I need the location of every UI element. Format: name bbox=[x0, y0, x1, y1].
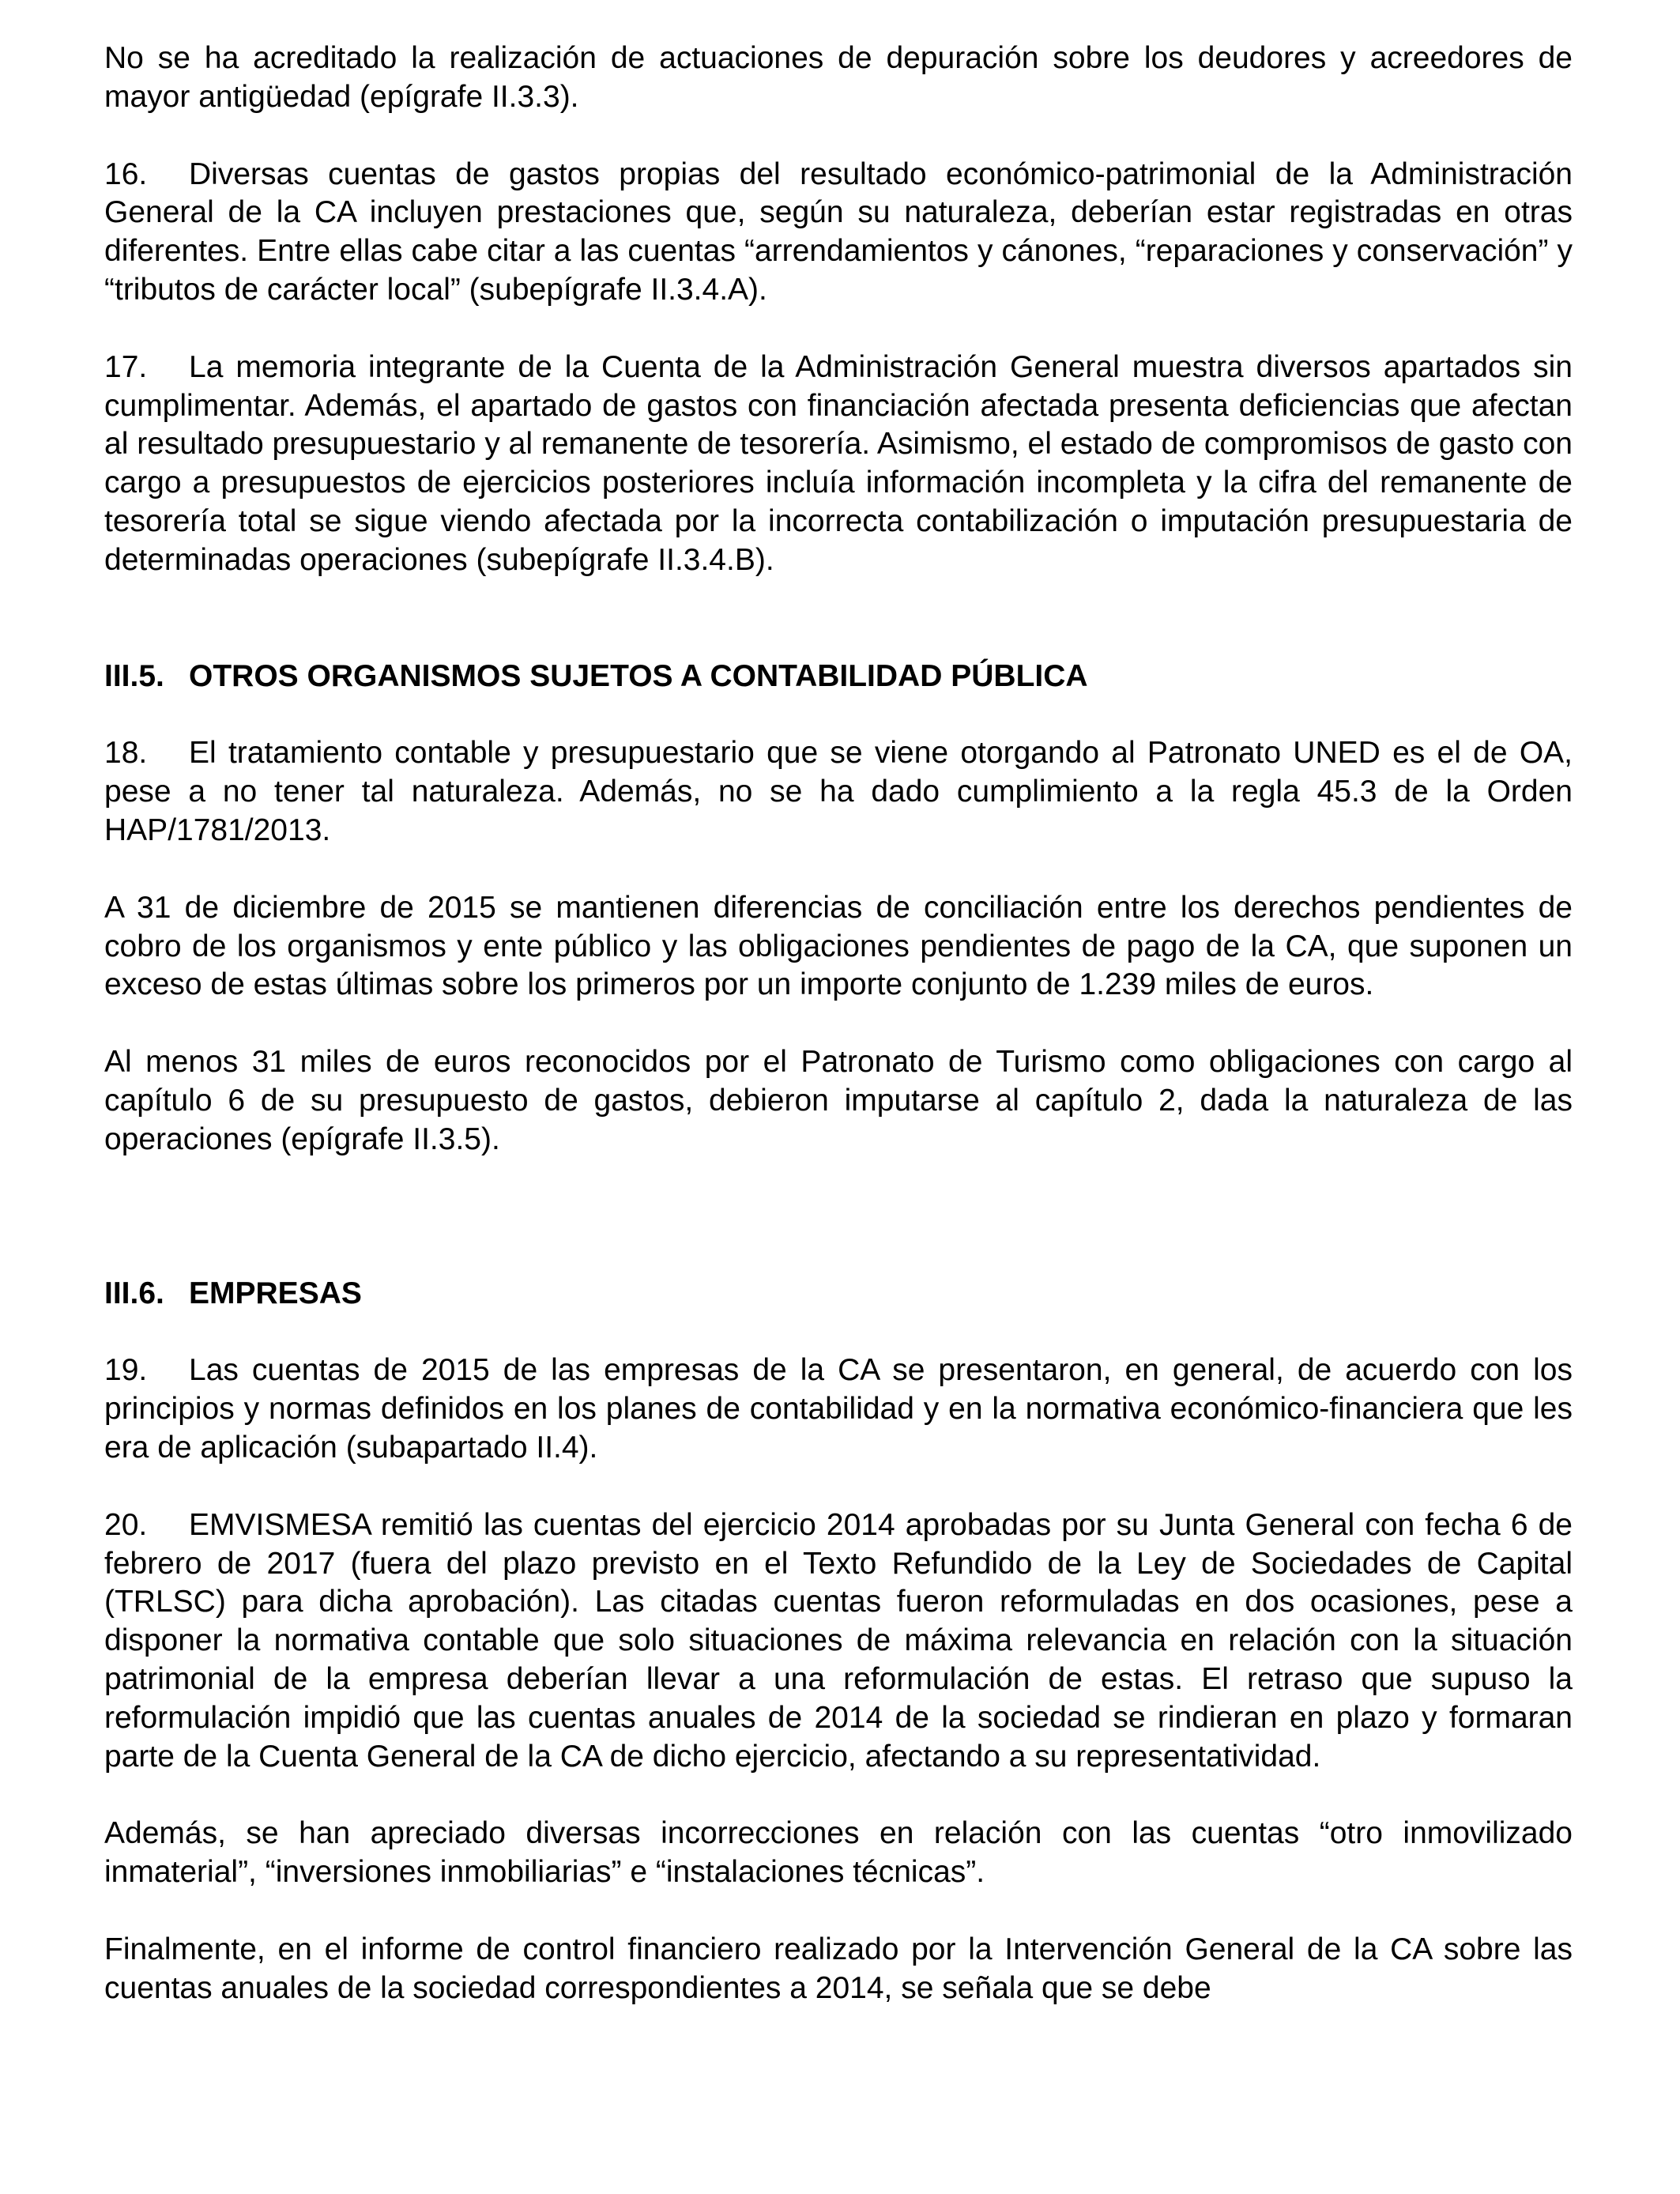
paragraph-18 bbox=[104, 734, 1573, 850]
paragraph-number: 19. bbox=[104, 1353, 148, 1388]
paragraph-text: Las cuentas de 2015 de las empresas de la CA se presentaron, en general, de acuerdo con los principios y normas definidos en los planes de contabilidad y en la normativa económico-financiera que les era de aplicación (subapartado II.4). bbox=[104, 1353, 1573, 1465]
paragraph-incorrections: Además, se han apreciado diversas incorrecciones en relación con las cuentas “otro inmovilizado inmaterial”, “inversiones inmobiliarias” e “instalaciones técnicas”. bbox=[104, 1816, 1573, 1890]
section-title: OTROS ORGANISMOS SUJETOS A CONTABILIDAD PÚBLICA bbox=[189, 658, 1088, 693]
section-heading-iii-6 bbox=[104, 1275, 1573, 1314]
paragraph-19 bbox=[104, 1351, 1573, 1467]
section-number: III.5. bbox=[104, 658, 164, 693]
paragraph-17 bbox=[104, 349, 1573, 580]
section-heading-iii-5 bbox=[104, 658, 1573, 696]
paragraph-conciliation: A 31 de diciembre de 2015 se mantienen diferencias de conciliación entre los derechos pendientes de cobro de los organismos y ente público y las obligaciones pendientes de pago de la CA, que suponen un exceso de estas últimas sobre los primeros por un importe conjunto de 1.239 miles de euros. bbox=[104, 890, 1573, 1002]
paragraph-tourism-board: Al menos 31 miles de euros reconocidos por el Patronato de Turismo como obligaciones con cargo al capítulo 6 de su presupuesto de gastos, debieron imputarse al capítulo 2, dada la naturaleza de las operaciones (epígrafe II.3.5). bbox=[104, 1045, 1573, 1156]
paragraph-20 bbox=[104, 1506, 1573, 1777]
paragraph-text: La memoria integrante de la Cuenta de la Administración General muestra diversos apartados sin cumplimentar. Además, el apartado de gastos con financiación afectada presenta deficiencias que afectan al resultado presupuestario y al remanente de tesorería. Asimismo, el estado de compromisos de gasto con cargo a presupuestos de ejercicios posteriores incluía información incompleta y la cifra del remanente de tesorería total se sigue viendo afectada por la incorrecta contabilización o imputación presupuestaria de determinadas operaciones (subepígrafe II.3.4.B). bbox=[104, 349, 1573, 577]
paragraph-number: 18. bbox=[104, 736, 148, 771]
paragraph-16 bbox=[104, 156, 1573, 310]
paragraph-debtors: No se ha acreditado la realización de actuaciones de depuración sobre los deudores y acreedores de mayor antigüedad (epígrafe II.3.3). bbox=[104, 41, 1573, 114]
paragraph-text: El tratamiento contable y presupuestario que se viene otorgando al Patronato UNED es el de OA, pese a no tener tal naturaleza. Además, no se ha dado cumplimiento a la regla 45.3 de la Orden HAP/1781/2013. bbox=[104, 736, 1573, 847]
paragraph-financial-control: Finalmente, en el informe de control financiero realizado por la Intervención General de la CA sobre las cuentas anuales de la sociedad correspondientes a 2014, se señala que se debe bbox=[104, 1932, 1573, 2005]
document-page bbox=[104, 40, 1573, 2007]
paragraph-number: 20. bbox=[104, 1507, 148, 1542]
paragraph-text: Diversas cuentas de gastos propias del resultado económico-patrimonial de la Administración General de la CA incluyen prestaciones que, según su naturaleza, deberían estar registradas en otras diferentes. Entre ellas cabe citar a las cuentas “arrendamientos y cánones, “reparaciones y conservación” y “tributos de carácter local” (subepígrafe II.3.4.A). bbox=[104, 156, 1573, 307]
paragraph-text: EMVISMESA remitió las cuentas del ejercicio 2014 aprobadas por su Junta General con fecha 6 de febrero de 2017 (fuera del plazo previsto en el Texto Refundido de la Ley de Sociedades de Capital (TRLSC) para dicha aprobación). Las citadas cuentas fueron reformuladas en dos ocasiones, pese a disponer la normativa contable que solo situaciones de máxima relevancia en relación con la situación patrimonial de la empresa deberían llevar a una reformulación de estas. El retraso que supuso la reformulación impidió que las cuentas anuales de 2014 de la sociedad se rindieran en plazo y formaran parte de la Cuenta General de la CA de dicho ejercicio, afectando a su representatividad. bbox=[104, 1507, 1573, 1774]
paragraph-number: 16. bbox=[104, 156, 148, 191]
paragraph-number: 17. bbox=[104, 349, 148, 384]
section-title: EMPRESAS bbox=[189, 1276, 362, 1310]
section-number: III.6. bbox=[104, 1276, 164, 1310]
